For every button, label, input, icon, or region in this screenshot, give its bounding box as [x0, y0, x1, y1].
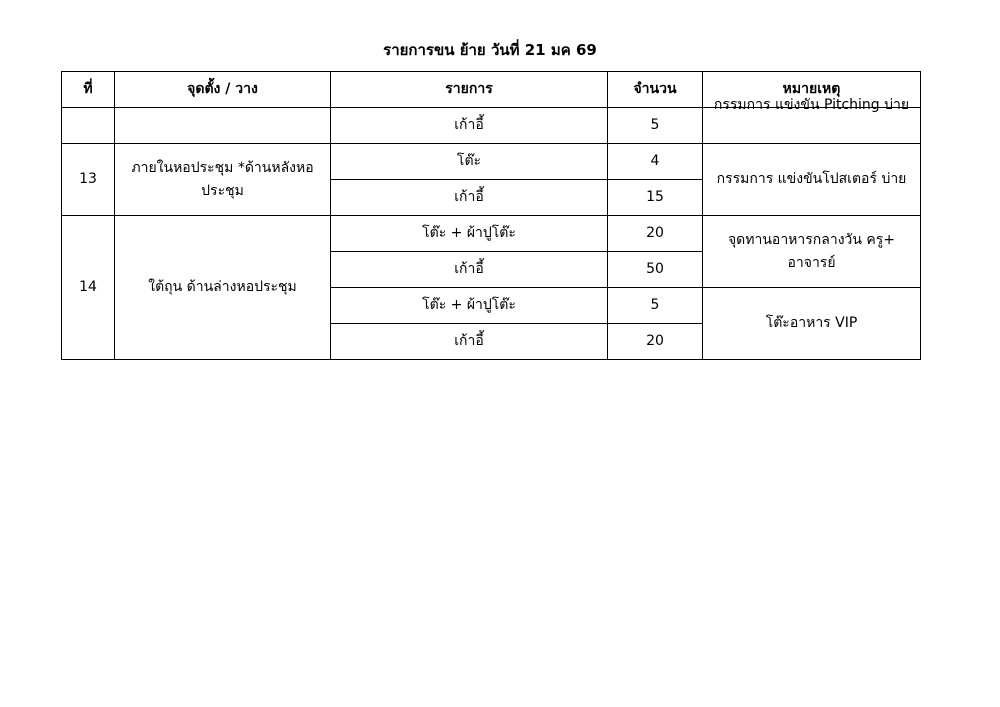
- cell-item: เก้าอี้: [331, 108, 608, 144]
- cell-item: เก้าอี้: [331, 252, 608, 288]
- cell-item: โต๊ะ + ผ้าปูโต๊ะ: [331, 216, 608, 252]
- cell-location: ภายในหอประชุม *ด้านหลังหอประชุม: [115, 144, 331, 216]
- cell-no: 13: [62, 144, 115, 216]
- cell-quantity: 20: [608, 324, 703, 360]
- cell-quantity: 20: [608, 216, 703, 252]
- header-no: ที่: [62, 72, 115, 108]
- clipped-note-text: กรรมการ แข่งขัน Pitching บ่าย: [713, 97, 910, 113]
- header-item: รายการ: [331, 72, 608, 108]
- cell-quantity: 5: [608, 288, 703, 324]
- cell-item: เก้าอี้: [331, 180, 608, 216]
- cell-no: [62, 108, 115, 144]
- cell-note: จุดทานอาหารกลางวัน ครู+ อาจารย์: [703, 216, 921, 288]
- table-row: [62, 144, 921, 180]
- header-quantity: จำนวน: [608, 72, 703, 108]
- header-note: หมายเหตุ: [703, 72, 921, 108]
- document-title: รายการขน ย้าย วันที่ 21 มค 69: [383, 41, 597, 59]
- moving-items-table: [61, 71, 921, 360]
- cell-note: [703, 97, 921, 144]
- cell-note: โต๊ะอาหาร VIP: [703, 288, 921, 360]
- header-location: จุดตั้ง / วาง: [115, 72, 331, 108]
- cell-item: โต๊ะ: [331, 144, 608, 180]
- cell-quantity: 4: [608, 144, 703, 180]
- cell-item: เก้าอี้: [331, 324, 608, 360]
- cell-quantity: 5: [608, 108, 703, 144]
- table-row: [62, 108, 921, 144]
- cell-quantity: 50: [608, 252, 703, 288]
- cell-note: กรรมการ แข่งขันโปสเตอร์ บ่าย: [703, 144, 921, 216]
- cell-location: ใต้ถุน ด้านล่างหอประชุม: [115, 216, 331, 360]
- cell-item: โต๊ะ + ผ้าปูโต๊ะ: [331, 288, 608, 324]
- cell-quantity: 15: [608, 180, 703, 216]
- cell-location: [115, 108, 331, 144]
- cell-no: 14: [62, 216, 115, 360]
- table-row: [62, 216, 921, 252]
